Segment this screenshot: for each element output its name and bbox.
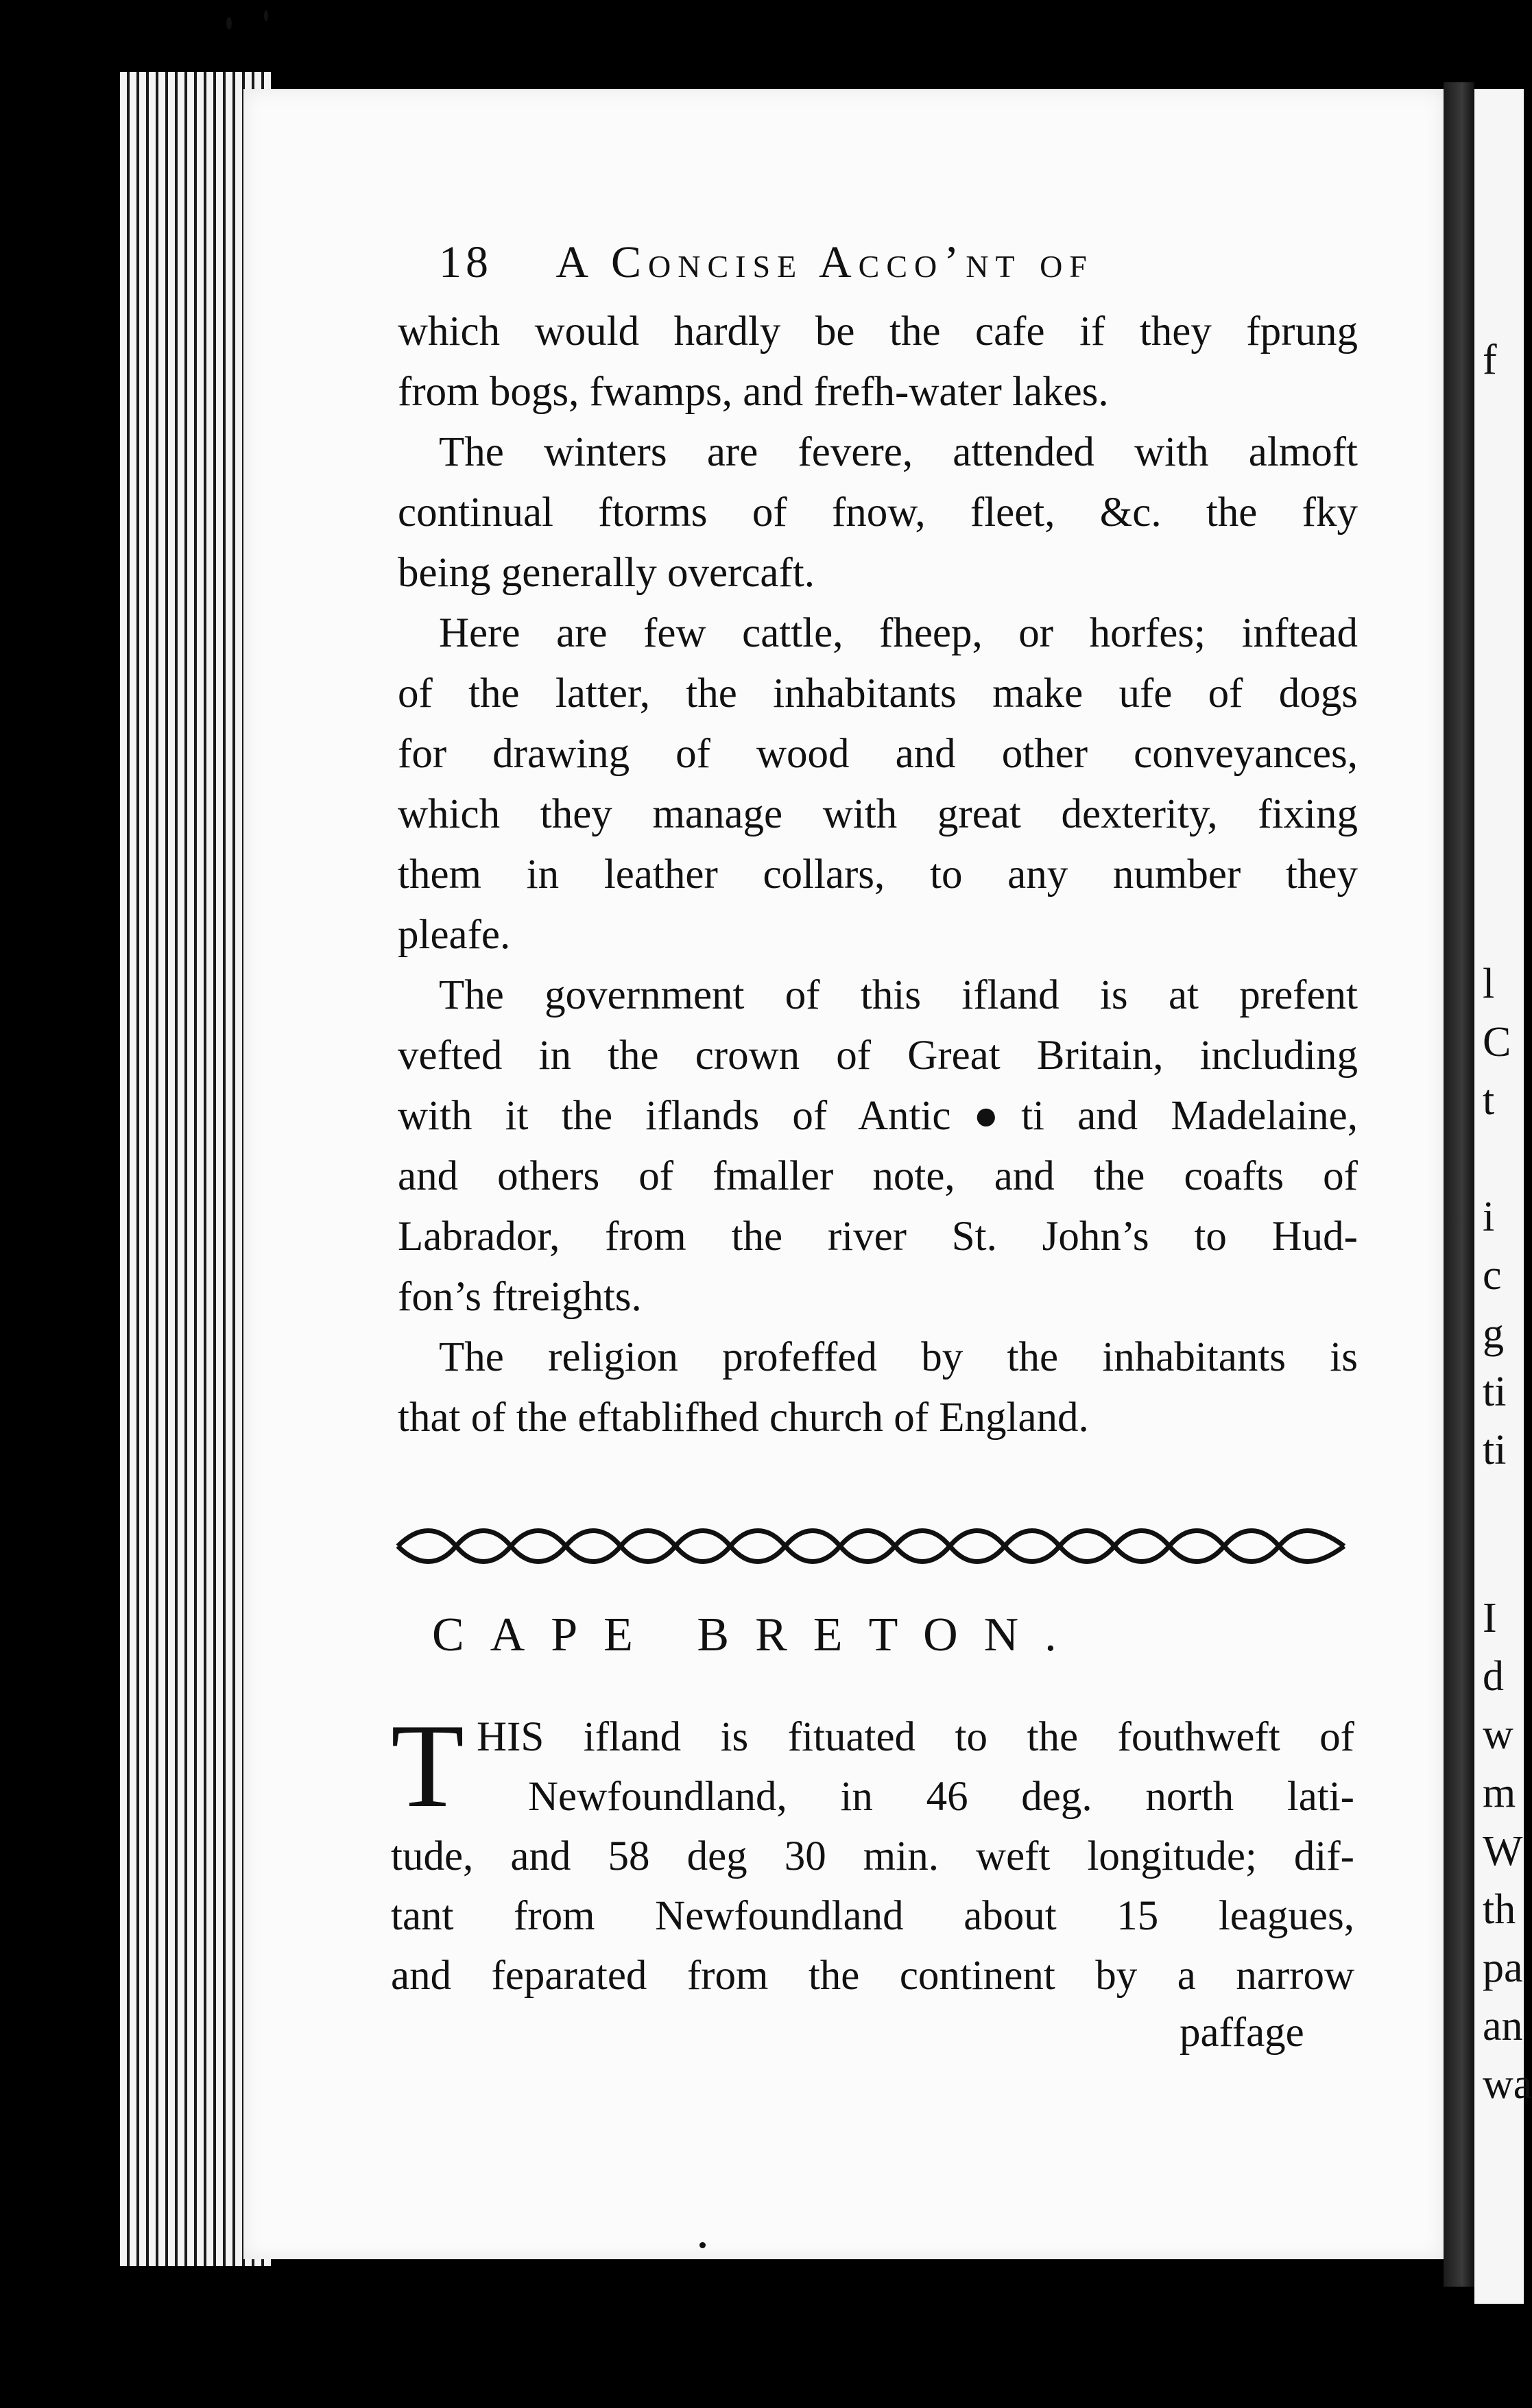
drop-cap: T <box>391 1699 464 1832</box>
running-title: A Concise Acco’nt of <box>555 237 1094 287</box>
text-line: and feparated from the continent by a narrow <box>391 1953 1354 1999</box>
text-line: being generally overcaft. <box>398 550 815 596</box>
text-line: continual ftorms of fnow, fleet, &c. the fky <box>398 490 1358 535</box>
facing-fragment: I <box>1483 1595 1497 1641</box>
text-line: with it the iflands of Antic●ti and Madelaine, <box>398 1093 1358 1139</box>
text-line: Labrador, from the river St. John’s to Hud- <box>398 1214 1358 1260</box>
running-head <box>439 237 1330 298</box>
facing-fragment: g <box>1483 1310 1504 1357</box>
ornament-band <box>391 1522 1351 1570</box>
text-line: for drawing of wood and other conveyances, <box>398 731 1358 777</box>
catchword: paffage <box>1180 2010 1304 2056</box>
facing-fragment: m <box>1483 1770 1516 1816</box>
body-text <box>398 302 1358 1448</box>
text-line: and others of fmaller note, and the coafts of <box>398 1153 1358 1199</box>
facing-fragment: wa <box>1483 2061 1532 2108</box>
text-line: that of the eftablifhed church of England. <box>398 1395 1089 1441</box>
text-line: from bogs, fwamps, and frefh-water lakes. <box>398 369 1109 415</box>
text-line: fon’s ftreights. <box>398 1274 642 1320</box>
text-line: of the latter, the inhabitants make ufe of dogs <box>398 671 1358 717</box>
text-line: The religion profeffed by the inhabitants is <box>439 1334 1358 1380</box>
text-line: tant from Newfoundland about 15 leagues, <box>391 1893 1354 1939</box>
facing-fragment: l <box>1483 961 1495 1007</box>
facing-fragment: w <box>1483 1711 1513 1758</box>
chapter-heading: CAPE BRETON. <box>432 1609 1083 1661</box>
text-line: them in leather collars, to any number they <box>398 852 1358 898</box>
facing-fragment: C <box>1483 1019 1511 1065</box>
facing-fragment: pa <box>1483 1945 1523 1991</box>
facing-page <box>1474 89 1532 2304</box>
facing-fragment: d <box>1483 1653 1504 1700</box>
text-line: The government of this ifland is at prefent <box>439 972 1358 1018</box>
facing-fragment: th <box>1483 1886 1516 1933</box>
text-line: tude, and 58 deg 30 min. weft longitude; dif- <box>391 1833 1354 1879</box>
text-line: HIS ifland is fituated to the fouthweft of <box>477 1714 1354 1760</box>
speck <box>226 17 232 29</box>
text-line: Here are few cattle, fheep, or horfes; inftead <box>439 610 1358 656</box>
facing-fragment: W <box>1483 1828 1523 1875</box>
facing-fragment: c <box>1483 1252 1502 1299</box>
speck <box>699 2242 706 2248</box>
text-line: which would hardly be the cafe if they fprung <box>398 309 1358 354</box>
page-number: 18 <box>439 237 492 287</box>
text-line: pleafe. <box>398 912 511 958</box>
text-line: The winters are fevere, attended with almoft <box>439 429 1358 475</box>
text-line: vefted in the crown of Great Britain, including <box>398 1033 1358 1079</box>
speck <box>264 10 268 21</box>
facing-fragment: an <box>1483 2003 1523 2049</box>
text-line: Newfoundland, in 46 deg. north lati- <box>528 1774 1354 1820</box>
facing-fragment: ti <box>1483 1369 1507 1415</box>
facing-fragment: f <box>1483 337 1497 383</box>
text-line: which they manage with great dexterity, fixing <box>398 791 1358 837</box>
facing-fragment: i <box>1483 1194 1495 1240</box>
facing-fragment: ti <box>1483 1427 1507 1473</box>
facing-fragment: t <box>1483 1077 1495 1124</box>
book-gutter <box>1444 82 1474 2287</box>
section-text <box>391 1699 1354 2006</box>
